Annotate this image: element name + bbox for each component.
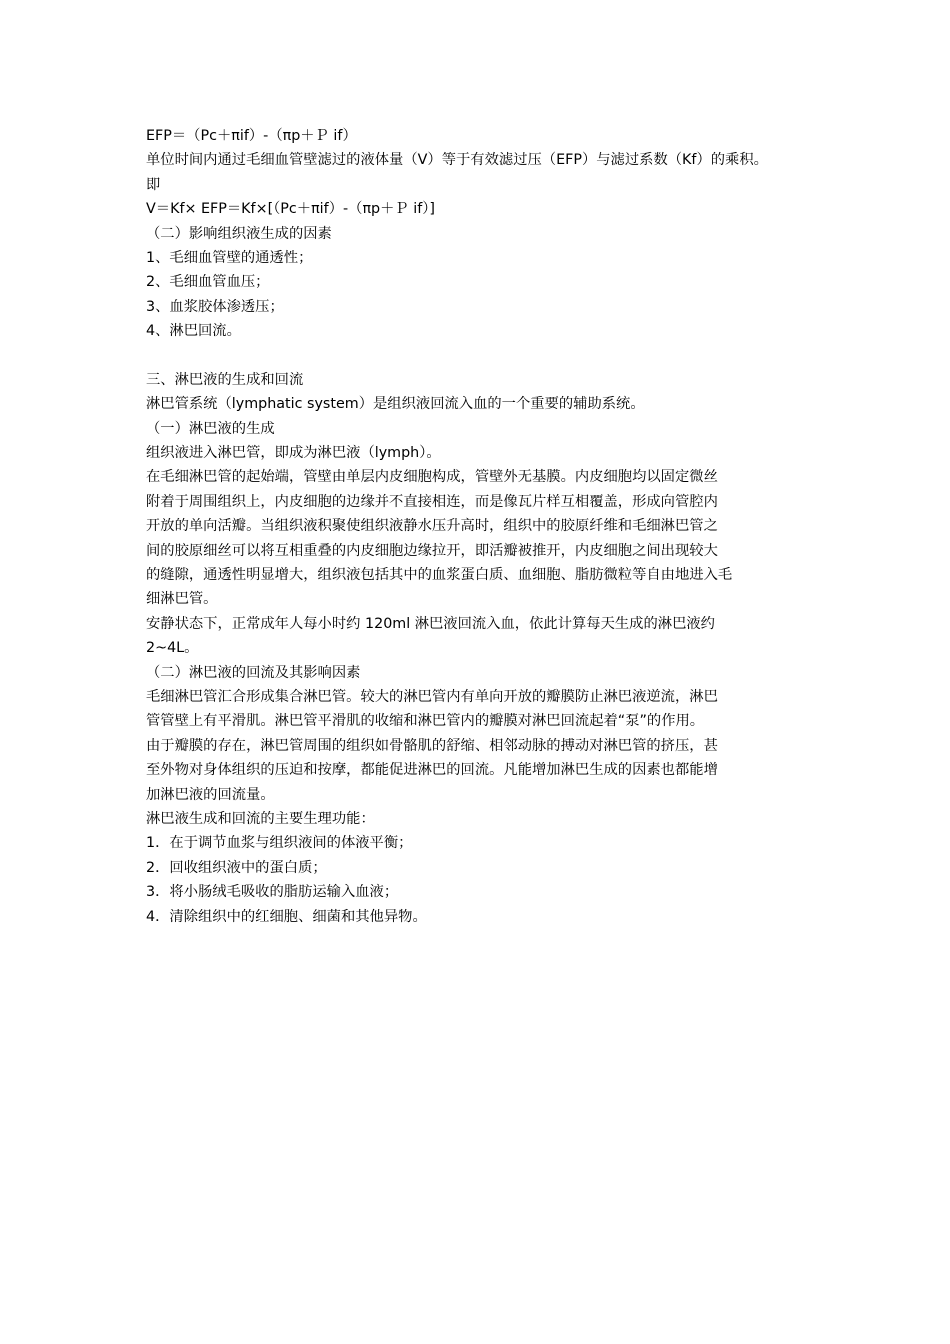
list-item: 3、血浆胶体渗透压； bbox=[146, 298, 284, 315]
list-item: 1．在于调节血浆与组织液间的体液平衡； bbox=[146, 835, 413, 852]
list-item: 4、淋巴回流。 bbox=[146, 323, 241, 340]
section-heading: （二）淋巴液的回流及其影响因素 bbox=[146, 664, 361, 681]
paragraph-line: 2~4L。 bbox=[146, 640, 199, 657]
paragraph-line: 安静状态下，正常成年人每小时约 120ml 淋巴液回流入血，依此计算每天生成的淋巴液约 bbox=[146, 615, 715, 632]
paragraph-line: 毛细淋巴管汇合形成集合淋巴管。较大的淋巴管内有单向开放的瓣膜防止淋巴液逆流，淋巴 bbox=[146, 688, 718, 705]
section-heading: （一）淋巴液的生成 bbox=[146, 420, 275, 437]
paragraph-line: 开放的单向活瓣。当组织液积聚使组织液静水压升高时，组织中的胶原纤维和毛细淋巴管之 bbox=[146, 518, 718, 535]
list-item: 1、毛细血管壁的通透性； bbox=[146, 249, 313, 266]
paragraph-line: 单位时间内通过毛细血管壁滤过的液体量（V）等于有效滤过压（EFP）与滤过系数（Kf）的乘积。 bbox=[146, 152, 768, 169]
blank-line bbox=[146, 344, 814, 368]
section-heading: （二）影响组织液生成的因素 bbox=[146, 225, 332, 242]
list-item: 3．将小肠绒毛吸收的脂肪运输入血液； bbox=[146, 884, 399, 901]
paragraph-line: 在毛细淋巴管的起始端，管壁由单层内皮细胞构成，管壁外无基膜。内皮细胞均以固定微丝 bbox=[146, 469, 718, 486]
paragraph-line: 间的胶原细丝可以将互相重叠的内皮细胞边缘拉开，即活瓣被推开，内皮细胞之间出现较大 bbox=[146, 542, 718, 559]
paragraph-line: 管管壁上有平滑肌。淋巴管平滑肌的收缩和淋巴管内的瓣膜对淋巴回流起着“泵”的作用。 bbox=[146, 713, 705, 730]
list-item: 2、毛细血管血压； bbox=[146, 274, 270, 291]
paragraph-line: 即 bbox=[146, 176, 161, 193]
list-item: 2．回收组织液中的蛋白质； bbox=[146, 859, 327, 876]
paragraph-line: 细淋巴管。 bbox=[146, 591, 218, 608]
paragraph-line: 由于瓣膜的存在，淋巴管周围的组织如骨骼肌的舒缩、相邻动脉的搏动对淋巴管的挤压，甚 bbox=[146, 737, 718, 754]
formula-efp: EFP＝（Pc＋πif）-（πp＋Ｐ if） bbox=[146, 128, 357, 144]
list-item: 4．清除组织中的红细胞、细菌和其他异物。 bbox=[146, 908, 427, 925]
paragraph-line: 加淋巴液的回流量。 bbox=[146, 786, 275, 803]
formula-v: V＝Kf× EFP＝Kf×[（Pc＋πif）-（πp＋Ｐ if）] bbox=[146, 201, 435, 218]
paragraph-line: 至外物对身体组织的压迫和按摩，都能促进淋巴的回流。凡能增加淋巴生成的因素也都能增 bbox=[146, 762, 718, 779]
paragraph-line: 组织液进入淋巴管，即成为淋巴液（lymph）。 bbox=[146, 445, 441, 462]
paragraph-line: 的缝隙，通透性明显增大，组织液包括其中的血浆蛋白质、血细胞、脂肪微粒等自由地进入毛 bbox=[146, 567, 733, 584]
paragraph-line: 淋巴液生成和回流的主要生理功能： bbox=[146, 810, 375, 827]
paragraph-line: 附着于周围组织上，内皮细胞的边缘并不直接相连，而是像瓦片样互相覆盖，形成向管腔内 bbox=[146, 493, 718, 510]
document-page bbox=[146, 124, 814, 929]
chapter-heading: 三、淋巴液的生成和回流 bbox=[146, 371, 304, 388]
paragraph-line: 淋巴管系统（lymphatic system）是组织液回流入血的一个重要的辅助系统。 bbox=[146, 396, 645, 413]
